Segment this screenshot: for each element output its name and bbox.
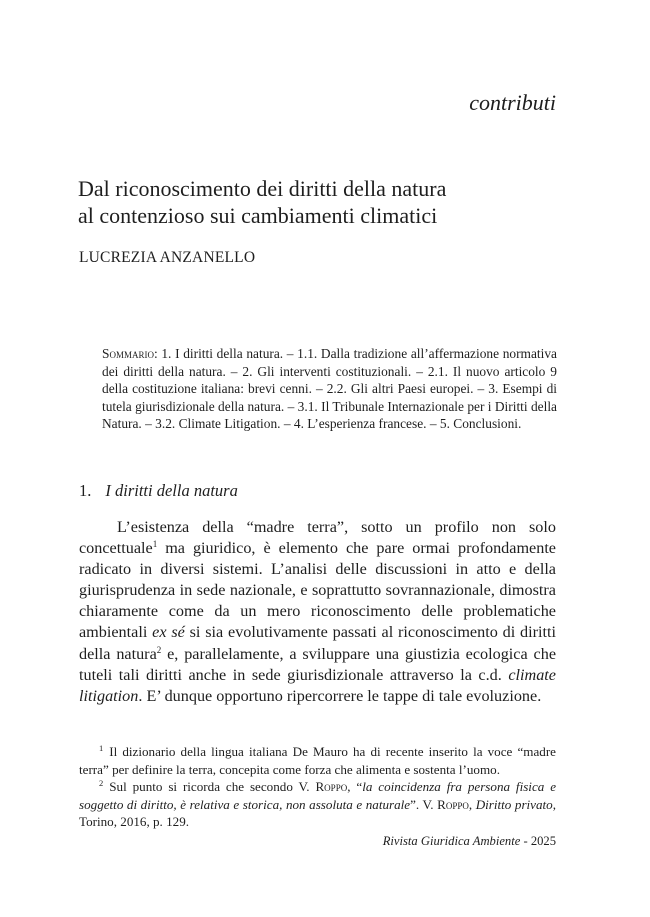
paragraph-text: e, parallelamente, a sviluppare una giustizia ecologica che tuteli tali diritti anche in sede giurisdizionale attraverso la c.d. <box>79 644 556 684</box>
author-name: LUCREZIA ANZANELLO <box>79 249 256 266</box>
footnote-text: ”. V. <box>410 796 438 812</box>
paragraph-italic: climate litigation <box>79 665 556 705</box>
journal-year: 2025 <box>530 834 556 848</box>
journal-name: Rivista Giuridica Ambiente <box>382 834 521 848</box>
section-number: 1. <box>79 481 92 500</box>
summary-label: Sommario: <box>102 346 158 361</box>
footnote-ref-1[interactable]: 1 <box>152 539 158 550</box>
paragraph-text: L’esistenza della “madre terra”, sotto un profilo non solo concettuale <box>79 518 556 558</box>
footer-separator: - <box>520 834 531 848</box>
article-title-line-2: al contenzioso sui cambiamenti climatici <box>78 203 438 228</box>
footnote-mark: 1 <box>99 743 104 753</box>
footnote-ref-2[interactable]: 2 <box>156 644 162 655</box>
footnote-author: Roppo <box>437 796 469 812</box>
footnotes <box>79 743 556 831</box>
footnote-2 <box>79 778 556 831</box>
summary <box>102 345 557 433</box>
paragraph-text: . E’ dunque opportuno ripercorrere le tappe di tale evoluzione. <box>138 686 542 705</box>
page-footer <box>383 834 556 849</box>
footnote-text: , <box>468 796 476 812</box>
paragraph-text: ma giuridico, è elemento che pare ormai profondamente radicato in diversi sistemi. L’analisi delle discussioni in atto e della giurisprudenza in sede nazionale, e soprattutto sovrannazionale, dimostra chiaramente come da un mero riconoscimento delle problematiche ambientali <box>79 539 556 642</box>
paragraph-text: si sia evolutivamente passati al riconoscimento di diritti della natura <box>79 623 556 663</box>
footnote-1 <box>79 743 556 778</box>
footnote-work: Diritto privato <box>475 796 553 812</box>
footnote-quote: la coincidenza fra persona fisica e soggetto di diritto, è relativa e storica, non assoluta e naturale <box>79 779 557 812</box>
summary-text: 1. I diritti della natura. – 1.1. Dalla tradizione all’affermazione normativa dei diritti della natura. – 2. Gli interventi costituzionali. – 2.1. Il nuovo articolo 9 della costituzione italiana: brevi cenni. – 2.2. Gli altri Paesi europei. – 3. Esempi di tutela giurisdizionale della natura. – 3.1. Il Tribunale Internazionale per i Diritti della Natura. – 3.2. Climate Litigation. – 4. L’esperienza francese. – 5. Conclusioni. <box>102 346 558 432</box>
footnote-author: Roppo <box>315 779 348 795</box>
footnote-text: Il dizionario della lingua italiana De Mauro ha di recente inserito la voce “madre terra” per definire la terra, concepita come forza che alimenta e sostenta l’uomo. <box>79 744 556 777</box>
section-heading <box>79 481 238 501</box>
body-paragraph <box>79 517 556 707</box>
article-title-line-1: Dal riconoscimento dei diritti della natura <box>78 176 447 201</box>
footnote-mark: 2 <box>99 778 104 789</box>
paragraph-italic: ex sé <box>152 623 185 642</box>
section-title: I diritti della natura <box>105 481 238 500</box>
footnote-text: , Torino, 2016, p. 129. <box>79 796 556 830</box>
footnote-text: Sul punto si ricorda che secondo V. <box>109 779 316 795</box>
section-tag: contributi <box>469 90 556 115</box>
footnote-text: , “ <box>347 779 363 795</box>
